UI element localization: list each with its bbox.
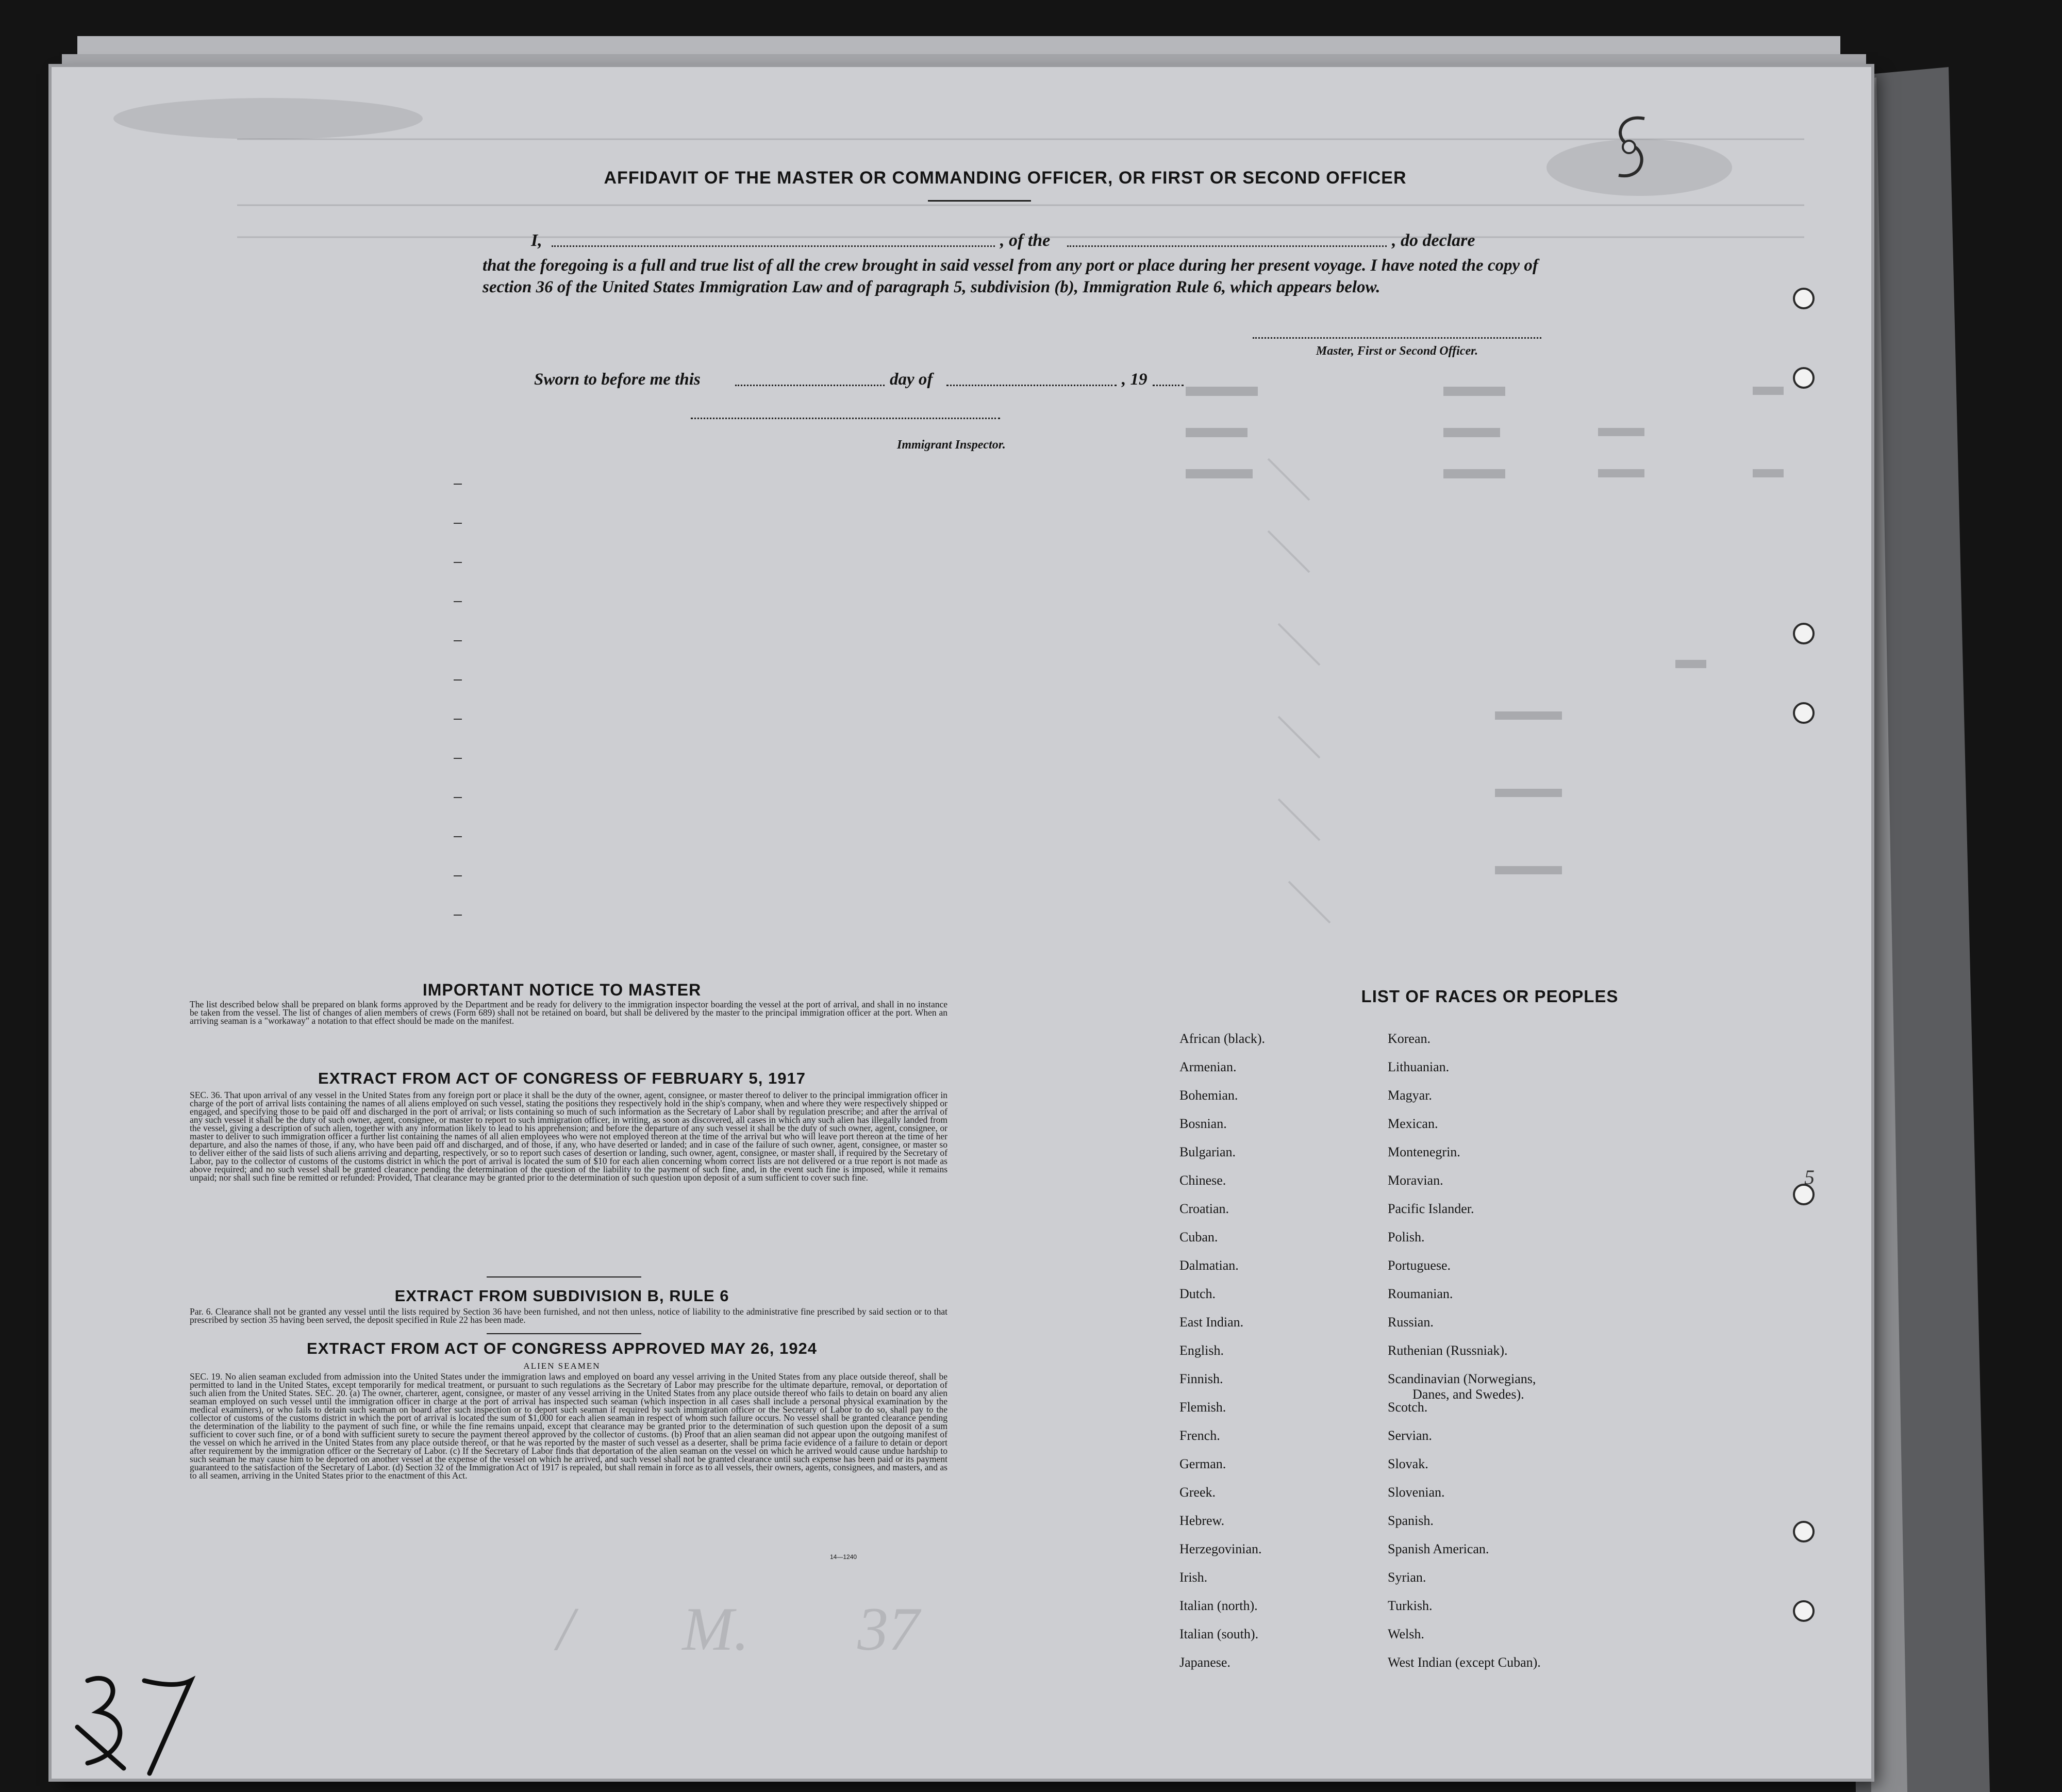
sworn-prefix: Sworn to before me this xyxy=(534,370,701,389)
punch-hole xyxy=(1793,367,1815,389)
row-dash xyxy=(454,640,462,641)
race-right: Montenegrin. xyxy=(1388,1144,1460,1159)
inspector-signature-blank xyxy=(691,418,1000,419)
race-left: Italian (south). xyxy=(1179,1627,1259,1641)
row-dash xyxy=(454,719,462,720)
day-of-text: day of xyxy=(890,370,933,389)
affidavit-body: that the foregoing is a full and true list of all the crew brought in said vessel from any port or place during her present voyage. I have noted the copy of section 36 of the United States Immigration Law and of paragraph 5, subdivision (b), Immigration Rule 6, which appears below. xyxy=(483,256,1538,296)
race-right: Roumanian. xyxy=(1388,1286,1453,1301)
race-right: Servian. xyxy=(1388,1428,1432,1443)
race-left: Bosnian. xyxy=(1179,1116,1227,1131)
race-left: French. xyxy=(1179,1428,1220,1443)
race-left: African (black). xyxy=(1179,1031,1266,1046)
race-left: Japanese. xyxy=(1179,1655,1230,1670)
row-dash xyxy=(454,875,462,876)
race-right: Syrian. xyxy=(1388,1570,1426,1585)
race-right: Russian. xyxy=(1388,1315,1434,1330)
title-rule xyxy=(928,200,1031,202)
extract-1917-title: EXTRACT FROM ACT OF CONGRESS OF FEBRUARY 5, 1917 xyxy=(318,1069,806,1087)
manifest-page xyxy=(52,67,1871,1779)
declare-text: , do declare xyxy=(1392,231,1475,250)
races-title: LIST OF RACES OR PEOPLES xyxy=(1361,987,1619,1006)
punch-hole xyxy=(1793,702,1815,724)
race-left: German. xyxy=(1179,1456,1226,1471)
bleed-through-rows xyxy=(52,67,1871,1779)
handwritten-corner-number xyxy=(67,1665,201,1784)
race-right: Turkish. xyxy=(1388,1598,1433,1613)
race-left: Bohemian. xyxy=(1179,1088,1238,1103)
notice-body: The list described below shall be prepared on blank forms approved by the Department and be ready for delivery to the immigration inspector boarding the vessel at the port of arrival, and shall in no instance be taken from the vessel. The list of changes of alien members of crews (Form 689) shall not be retained on board, but shall be delivered by the master to the principal immigration officer at the port. When an arriving seaman is a "workaway" a notation to that effect should be made on the manifest. xyxy=(190,999,947,1026)
extract-1924-title: EXTRACT FROM ACT OF CONGRESS APPROVED MAY 26, 1924 xyxy=(307,1339,817,1357)
form-number: 14—1240 xyxy=(830,1553,857,1561)
race-left: East Indian. xyxy=(1179,1315,1244,1330)
race-right: Slovak. xyxy=(1388,1456,1428,1471)
punch-hole xyxy=(1793,288,1815,309)
year-blank xyxy=(1153,385,1184,386)
race-left: Greek. xyxy=(1179,1485,1216,1500)
month-blank xyxy=(946,385,1117,386)
race-right: Portuguese. xyxy=(1388,1258,1451,1273)
affidavit-title: AFFIDAVIT OF THE MASTER OR COMMANDING OFFICER, OR FIRST OR SECOND OFFICER xyxy=(604,168,1407,188)
punch-hole xyxy=(1793,623,1815,644)
notice-title: IMPORTANT NOTICE TO MASTER xyxy=(422,981,702,999)
row-dash xyxy=(454,915,462,916)
race-left: Bulgarian. xyxy=(1179,1144,1236,1159)
of-the-text: , of the xyxy=(1000,231,1051,250)
race-right: Pacific Islander. xyxy=(1388,1201,1474,1216)
race-left: English. xyxy=(1179,1343,1224,1358)
race-right: Welsh. xyxy=(1388,1627,1424,1641)
race-left: Armenian. xyxy=(1179,1059,1237,1074)
pronoun-i: I, xyxy=(531,231,542,250)
race-left: Cuban. xyxy=(1179,1230,1218,1245)
race-right: Ruthenian (Russniak). xyxy=(1388,1343,1508,1358)
section-rule xyxy=(487,1276,641,1277)
punch-hole xyxy=(1793,1521,1815,1542)
race-left: Hebrew. xyxy=(1179,1513,1225,1528)
race-right: Danes, and Swedes). xyxy=(1412,1387,1524,1402)
race-left: Dalmatian. xyxy=(1179,1258,1239,1273)
race-right: Slovenian. xyxy=(1388,1485,1445,1500)
section-36-text: SEC. 36. That upon arrival of any vessel in the United States from any foreign port or place it shall be the duty of the owner, agent, consignee, or master thereof to deliver to the principal immigration officer in charge of the port of arrival lists containing the names of all aliens employed on such vessel, stating the positions they respectively hold in the ship's company, when and where they were respectively shipped or engaged, and specifying those to be paid off and discharged in the port of arrival; or lists containing so much of such information as the Secretary of Labor shall by regulation prescribe; and after the arrival of any such vessel it shall be the duty of such owner, agent, consignee, or master to report to such immigration officer, in writing, as soon as discovered, all cases in which any such alien has illegally landed from the vessel, giving a description of such alien, together with any information likely to lead to his apprehension; and before the departure of any such vessel it shall be the duty of such owner, agent, consignee, or master to deliver to such immigration officer a further list containing the names of all alien employees who were not employed thereon at the time of the arrival but who will leave port thereon at the time of her departure, and also the names of those, if any, who have been paid off and discharged, and of those, if any, who have deserted or landed; and in case of the failure of such owner, agent, consignee, or master so to deliver either of the said lists of such aliens arriving and departing, respectively, or so to report such cases of desertion or landing, such owner, agent, consignee, or master shall, if required by the Secretary of Labor, pay to the collector of customs of the customs district in which the port of arrival is located the sum of $10 for each alien concerning whom correct lists are not delivered or a true report is not made as above required; and no such vessel shall be granted clearance pending the determination of the question of the liability to the payment of such fine, and, in the event such fine is imposed, while it remains unpaid; nor shall such fine be remitted or refunded: Provided, That clearance may be granted prior to the determination of such question upon deposit of a sum sufficient to cover such fine. xyxy=(190,1090,947,1183)
race-right: Korean. xyxy=(1388,1031,1431,1046)
master-signature-blank xyxy=(1253,337,1541,339)
row-dash xyxy=(454,679,462,681)
svg-text:/ M. 37: / M. 37 xyxy=(557,1595,920,1663)
race-right: Spanish. xyxy=(1388,1513,1434,1528)
sections-19-20-text: SEC. 19. No alien seaman excluded from admission into the United States under the immigration laws and employed on board any vessel arriving in the United States from any place outside thereof, shall be permitted to land in the United States, except temporarily for medical treatment, or pursuant to such regulations as the Secretary of Labor may prescribe for the ultimate departure, removal, or deportation of such alien from the United States. SEC. 20. (a) The owner, charterer, agent, consignee, or master of any vessel arriving in the United States from any place outside thereof who fails to detain on board any alien seaman employed on such vessel until the immigration officer in charge at the port of arrival has inspected such seaman (which inspection in all cases shall include a personal physical examination by the medical examiners), or who fails to detain such seaman on board after such inspection or to deport such seaman if required by such immigration officer or the Secretary of Labor to do so, shall pay to the collector of customs of the customs district in which the port of arrival is located the sum of $1,000 for each alien seaman in respect of whom such failure occurs. No vessel shall be granted clearance pending the determination of the liability to the payment of such fine, or while the fine remains unpaid, except that clearance may be granted prior to the determination of such question upon the deposit of a sum sufficient to cover such fine, or of a bond with sufficient surety to secure the payment thereof approved by the collector of customs. (b) Proof that an alien seaman did not appear upon the outgoing manifest of the vessel on which he arrived in the United States from any place outside thereof, or that he was reported by the master of such vessel as a deserter, shall be prima facie evidence of a failure to detain or deport after requirement by the immigration officer or the Secretary of Labor. (c) If the Secretary of Labor finds that deportation of the alien seaman on the vessel on which he arrived would cause undue hardship to such seaman he may cause him to be deported on another vessel at the expense of the vessel on which he arrived, and such vessel shall not be granted clearance until such expense has been paid or its payment guaranteed to the satisfaction of the Secretary of Labor. (d) Section 32 of the Immigration Act of 1917 is repealed, but shall remain in force as to all vessels, their owners, agents, consignees, and masters, and as to all seamen, arriving in the United States prior to the enactment of this Act. xyxy=(190,1371,947,1481)
race-left: Dutch. xyxy=(1179,1286,1216,1301)
section-rule xyxy=(487,1333,641,1334)
row-dash xyxy=(454,601,462,602)
race-right: Magyar. xyxy=(1388,1088,1432,1103)
race-right: Moravian. xyxy=(1388,1173,1443,1188)
extract-rule6-title: EXTRACT FROM SUBDIVISION B, RULE 6 xyxy=(394,1287,729,1305)
row-dash xyxy=(454,562,462,563)
race-left: Chinese. xyxy=(1179,1173,1226,1188)
row-dash xyxy=(454,523,462,524)
inspector-label: Immigrant Inspector. xyxy=(897,438,1006,452)
row-dash xyxy=(454,484,462,485)
master-signature-label: Master, First or Second Officer. xyxy=(1316,344,1478,358)
race-right: West Indian (except Cuban). xyxy=(1388,1655,1541,1670)
year-text: , 19 xyxy=(1122,370,1148,389)
race-right: Scandinavian (Norwegians, xyxy=(1388,1371,1536,1386)
handwritten-top-mark xyxy=(1598,108,1660,186)
paragraph-6-text: Par. 6. Clearance shall not be granted any vessel until the lists required by Section 36 have been furnished, and not then unless, notice of liability to the administrative fine prescribed by said section or to that prescribed by section 35 having been served, the deposit specified in Rule 22 has been made. xyxy=(190,1306,947,1325)
race-left: Herzegovinian. xyxy=(1179,1541,1262,1556)
handwritten-top-mark-text: 5 xyxy=(1804,1166,1815,1189)
vessel-blank xyxy=(1067,245,1387,247)
alien-seamen-subtitle: ALIEN SEAMEN xyxy=(523,1361,601,1371)
row-dash xyxy=(454,836,462,837)
race-left: Flemish. xyxy=(1179,1400,1226,1415)
race-right: Spanish American. xyxy=(1388,1541,1489,1556)
punch-hole xyxy=(1793,1600,1815,1622)
race-left: Croatian. xyxy=(1179,1201,1229,1216)
name-blank xyxy=(552,245,995,247)
race-left: Irish. xyxy=(1179,1570,1208,1585)
smudge xyxy=(113,98,423,139)
row-dash xyxy=(454,797,462,798)
race-right: Scotch. xyxy=(1388,1400,1428,1415)
race-left: Italian (north). xyxy=(1179,1598,1258,1613)
sworn-line xyxy=(534,370,1256,391)
race-right: Mexican. xyxy=(1388,1116,1438,1131)
row-dash xyxy=(454,758,462,759)
race-right: Polish. xyxy=(1388,1230,1425,1245)
race-left: Finnish. xyxy=(1179,1371,1223,1386)
race-right: Lithuanian. xyxy=(1388,1059,1450,1074)
day-blank xyxy=(735,385,885,386)
